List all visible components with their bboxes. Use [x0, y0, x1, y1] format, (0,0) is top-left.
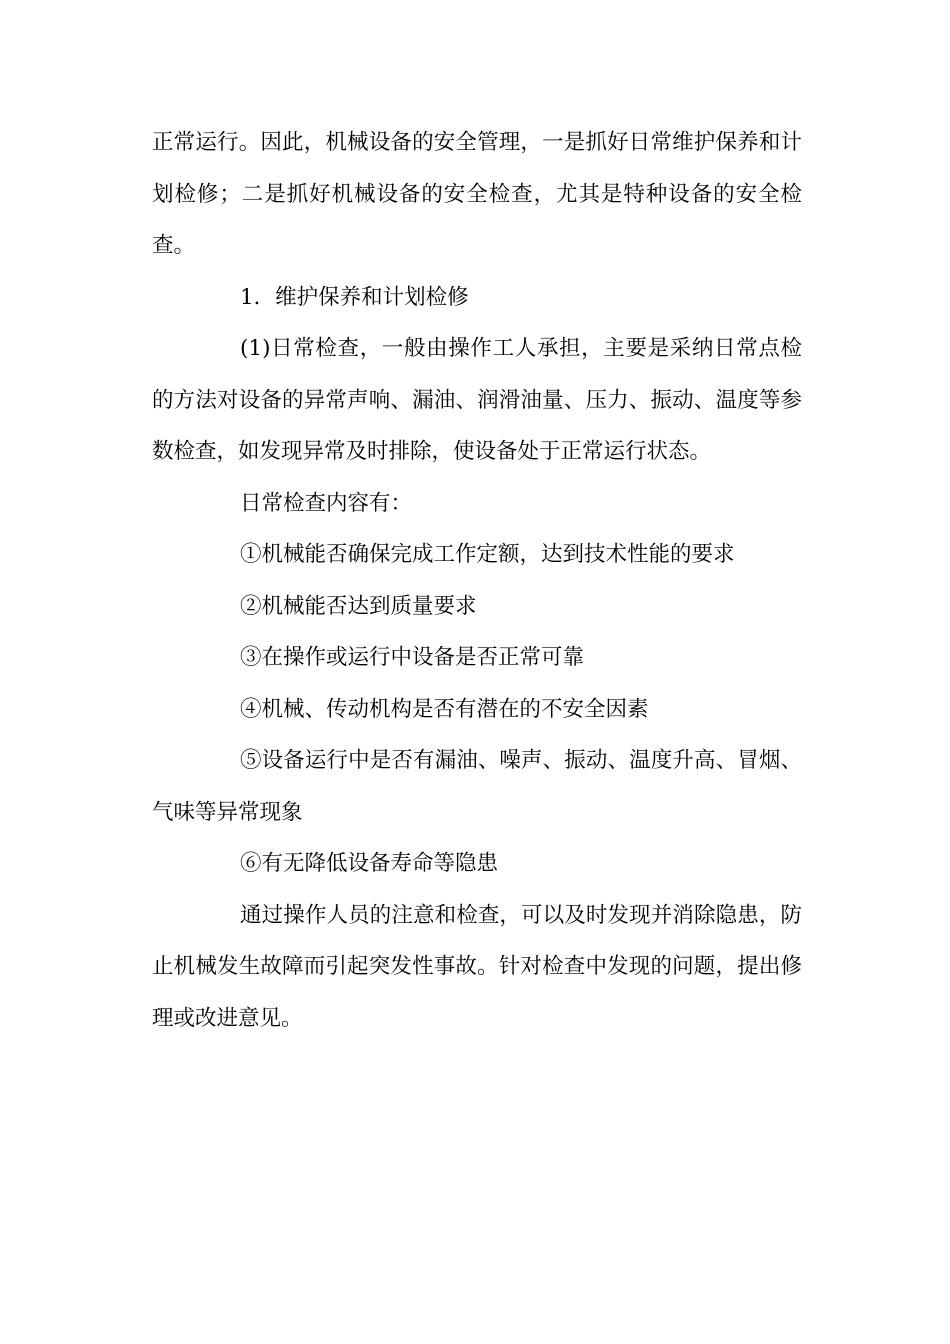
section-heading: 1．维护保养和计划检修 [240, 284, 469, 310]
paragraph-conclusion: 通过操作人员的注意和检查，可以及时发现并消除隐患，防止机械发生故障而引起突发性事故。针对检查中发现的问题，提出修理或改进意见。 [152, 902, 802, 1031]
list-item-6: ⑥有无降低设备寿命等隐患 [240, 851, 499, 876]
document-body [152, 117, 802, 1044]
list-item-2: ②机械能否达到质量要求 [240, 593, 477, 619]
list-item-3: ③在操作或运行中设备是否正常可靠 [240, 645, 585, 670]
paragraph-daily-inspection: (1)日常检查，一般由操作工人承担，主要是采纳日常点检的方法对设备的异常声响、漏油、润滑油量、压力、振动、温度等参数检查，如发现异常及时排除，使设备处于正常运行状态。 [152, 336, 802, 464]
list-item-4: ④机械、传动机构是否有潜在的不安全因素 [240, 696, 649, 722]
list-intro: 日常检查内容有： [240, 490, 413, 516]
list-item-1: ①机械能否确保完成工作定额，达到技术性能的要求 [240, 542, 735, 567]
paragraph-continuation: 正常运行。因此，机械设备的安全管理，一是抓好日常维护保养和计划检修；二是抓好机械设备的安全检查，尤其是特种设备的安全检查。 [152, 130, 802, 258]
list-item-5: ⑤设备运行中是否有漏油、噪声、振动、温度升高、冒烟、气味等异常现象 [152, 748, 802, 825]
